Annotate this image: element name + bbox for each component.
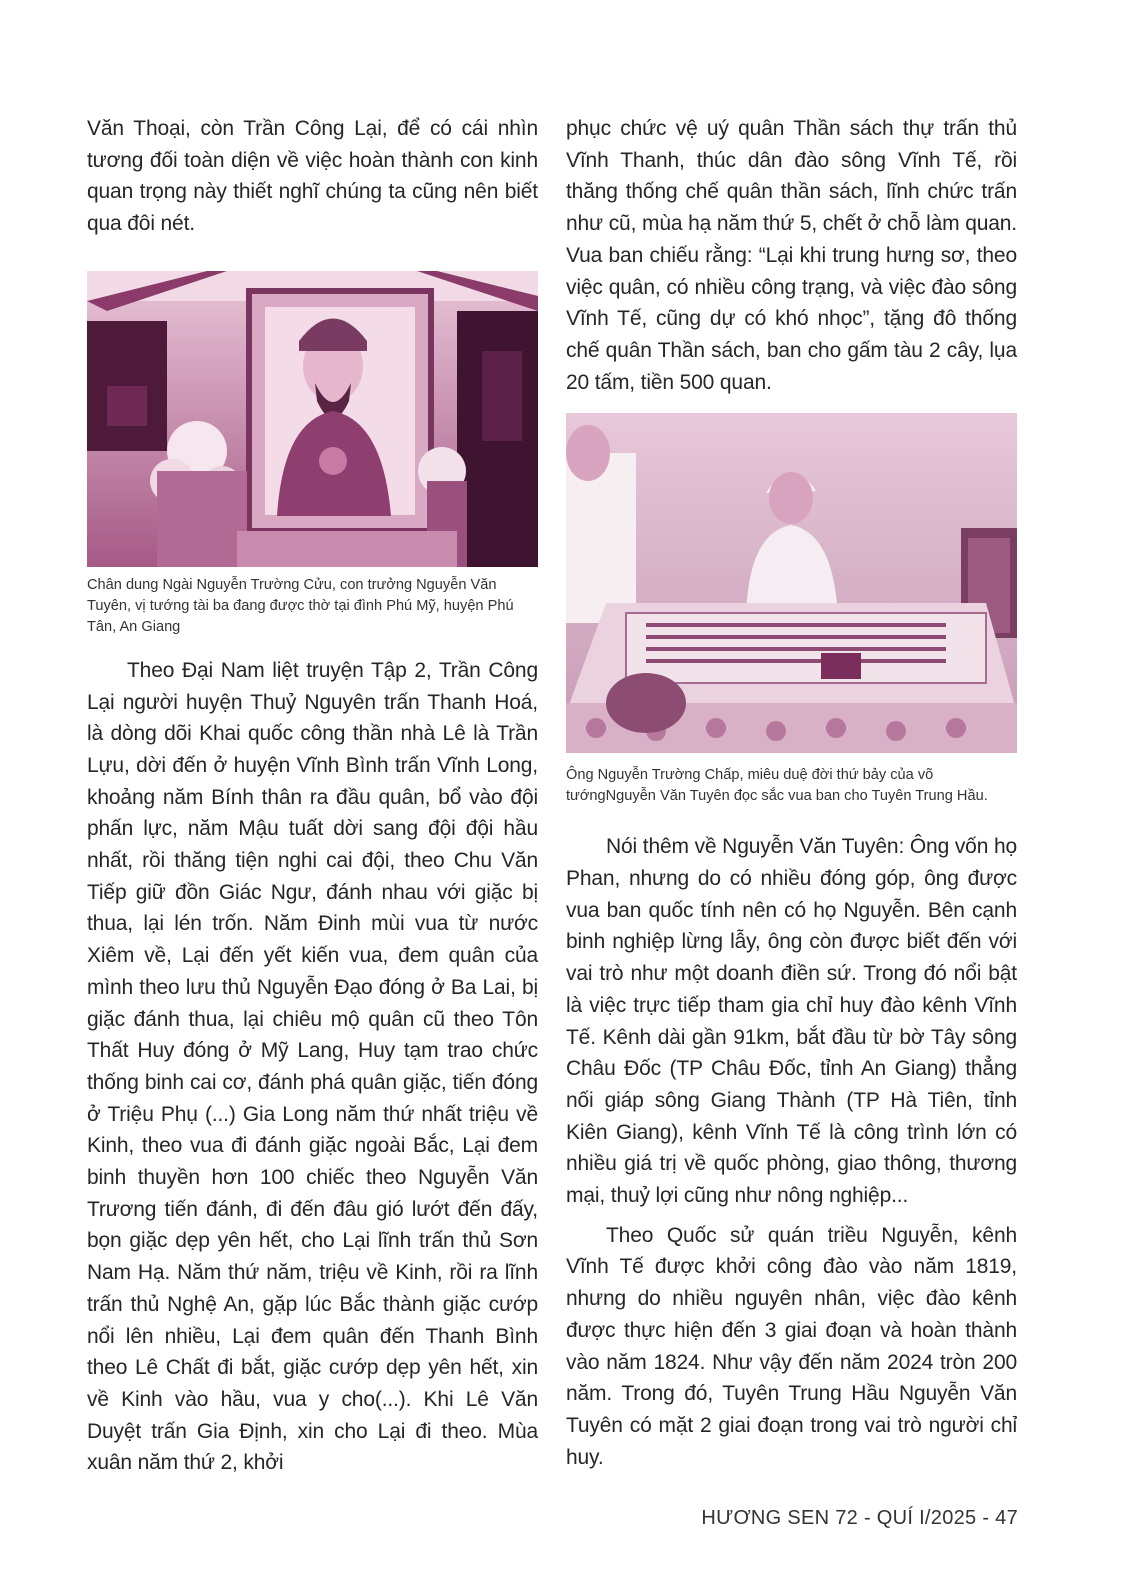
elder-reading-photo xyxy=(566,413,1017,753)
portrait-photo xyxy=(87,271,538,567)
page-footer: HƯƠNG SEN 72 - QUÍ I/2025 - 47 xyxy=(701,1507,1018,1529)
intro-paragraph: Văn Thoại, còn Trần Công Lại, để có cái nhìn tương đối toàn diện về việc hoàn thành con kinh quan trọng này thiết nghĩ chúng ta cũng nên biết qua đôi nét. xyxy=(87,117,538,236)
tuyen-paragraph: Nói thêm về Nguyễn Văn Tuyên: Ông vốn họ Phan, nhưng do có nhiều đóng góp, ông được vua ban quốc tính nên có họ Nguyễn. Bên cạnh binh nghiệp lừng lẫy, ông còn được biết đến với vai trò như một doanh điền sứ. Trong đó nổi bật là việc trực tiếp tham gia chỉ huy đào kênh Vĩnh Tế. Kênh dài gần 91km, bắt đầu từ bờ Tây sông Châu Đốc (TP Châu Đốc, tỉnh An Giang) thẳng nối giáp sông Giang Thành (TP Hà Tiên, tỉnh Kiên Giang), kênh Vĩnh Tế là công trình lớn có nhiều giá trị về quốc phòng, giao thông, thương mại, thuỷ lợi cũng như nông nghiệp... xyxy=(566,835,1017,1208)
left-column xyxy=(87,113,538,1479)
continuation-paragraph: phục chức vệ uý quân Thần sách thự trấn thủ Vĩnh Thanh, thúc dân đào sông Vĩnh Tế, rồi thăng thống chế quân thần sách, lĩnh chức trấn như cũ, mùa hạ năm thứ 5, chết ở chỗ làm quan. Vua ban chiếu rằng: “Lại khi trung hưng sơ, theo việc quân, có nhiều công trạng, và việc đào sông Vĩnh Tế, cũng dự có khó nhọc”, tặng đô thống chế quân Thần sách, ban cho gấm tàu 2 cây, lụa 20 tấm, tiền 500 quan. xyxy=(566,117,1017,394)
history-paragraph: Theo Đại Nam liệt truyện Tập 2, Trần Công Lại người huyện Thuỷ Nguyên trấn Thanh Hoá, là dòng dõi Khai quốc công thần nhà Lê là Trần Lựu, dời đến ở huyện Vĩnh Bình trấn Vĩnh Long, khoảng năm Bính thân ra đầu quân, bổ vào đội phấn lực, năm Mậu tuất dời sang đội đội hầu nhất, rồi thăng tiện nghi cai đội, theo Chu Văn Tiếp giữ đồn Giác Ngư, đánh nhau với giặc bị thua, lại lén trốn. Năm Đinh mùi vua từ nước Xiêm về, Lại đến yết kiến vua, đem quân của mình theo lưu thủ Nguyễn Đạo đóng ở Ba Lai, bị giặc đánh thua, lại chiêu mộ quân cũ theo Tôn Thất Huy đóng ở Mỹ Lang, Huy tạm trao chức thống binh cai cơ, đánh phá quân giặc, tiến đóng ở Triệu Phụ (...) Gia Long năm thứ nhất triệu về Kinh, theo vua đi đánh giặc ngoài Bắc, Lại đem binh thuyền hơn 100 chiếc theo Nguyễn Văn Trương tiến đánh, đi đến đâu gió lướt đến đấy, bọn giặc dẹp yên hết, cho Lại lĩnh trấn thủ Sơn Nam Hạ. Năm thứ năm, triệu về Kinh, rồi ra lĩnh trấn thủ Nghệ An, gặp lúc Bắc thành giặc cướp nổi lên nhiều, Lại đem quân đến Thanh Bình theo Lê Chất đi bắt, giặc cướp dẹp yên hết, xin về Kinh vào hầu, vua y cho(...). Khi Lê Văn Duyệt trấn Gia Định, xin cho Lại đi theo. Mùa xuân năm thứ 2, khởi xyxy=(87,658,538,1475)
portrait-caption: Chân dung Ngài Nguyễn Trường Cửu, con trưởng Nguyễn Văn Tuyên, vị tướng tài ba đang được thờ tại đình Phú Mỹ, huyện Phú Tân, An Giang xyxy=(87,576,514,635)
right-column xyxy=(566,113,1017,1473)
elder-caption: Ông Nguyễn Trường Chấp, miêu duệ đời thứ bảy của võ tướngNguyễn Văn Tuyên đọc sắc vua ban cho Tuyên Trung Hầu. xyxy=(566,767,988,805)
shrine-portrait-image xyxy=(87,271,538,567)
elder-reading-image xyxy=(566,413,1017,753)
quocsu-paragraph: Theo Quốc sử quán triều Nguyễn, kênh Vĩnh Tế được khởi công đào vào năm 1819, nhưng do nhiều nguyên nhân, việc đào kênh được thực hiện đến 3 giai đoạn và hoàn thành vào năm 1824. Như vậy đến năm 2024 tròn 200 năm. Trong đó, Tuyên Trung Hầu Nguyễn Văn Tuyên có mặt 2 giai đoạn trong vai trò người chỉ huy. xyxy=(566,1223,1017,1469)
